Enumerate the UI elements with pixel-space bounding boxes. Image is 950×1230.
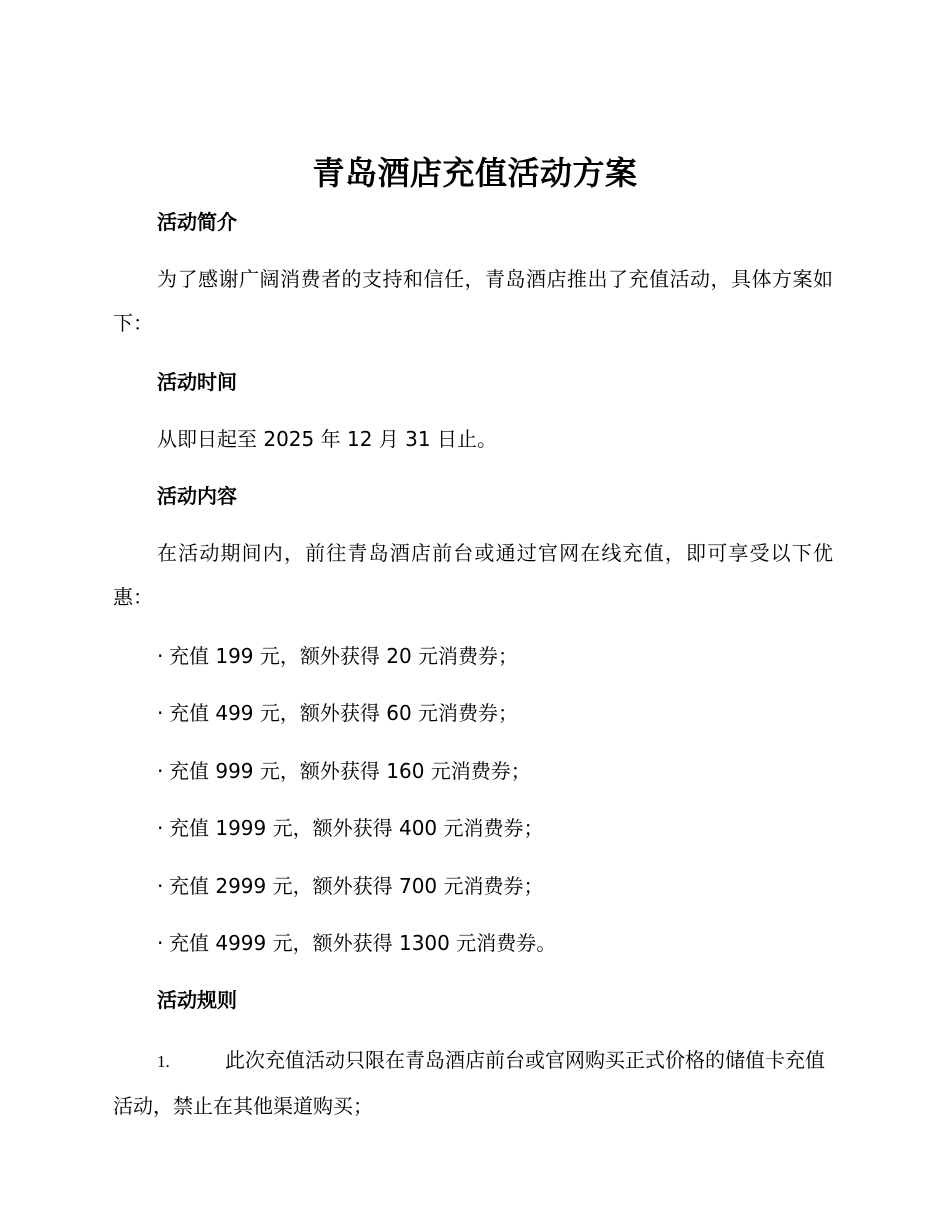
time-paragraph: 从即日起至 2025 年 12 月 31 日止。 [157, 427, 497, 451]
bullet-icon: · [157, 873, 164, 898]
offer-text: 充值 199 元，额外获得 20 元消费券； [169, 644, 519, 668]
content-paragraph: 在活动期间内，前往青岛酒店前台或通过官网在线充值，即可享受以下优惠： [113, 541, 833, 609]
bullet-icon: · [157, 644, 164, 668]
list-item [157, 872, 556, 929]
offer-text: 充值 2999 元，额外获得 700 元消费券； [169, 873, 544, 898]
section-heading-intro: 活动简介 [157, 210, 237, 234]
section-heading-content: 活动内容 [157, 484, 237, 508]
list-item [157, 642, 556, 699]
offer-text: 充值 499 元，额外获得 60 元消费券； [169, 701, 519, 726]
list-item [157, 699, 556, 756]
list-item [157, 814, 556, 871]
offer-text: 充值 1999 元，额外获得 400 元消费券； [169, 816, 544, 841]
intro-paragraph: 为了感谢广阔消费者的支持和信任，青岛酒店推出了充值活动，具体方案如下： [113, 267, 833, 335]
document-title: 青岛酒店充值活动方案 [312, 154, 638, 192]
offer-list [157, 642, 556, 986]
bullet-icon: · [157, 930, 164, 955]
section-heading-rules: 活动规则 [157, 988, 237, 1012]
list-item [157, 757, 556, 814]
rule-number: 1. [157, 1052, 170, 1071]
offer-text: 充值 4999 元，额外获得 1300 元消费券。 [169, 930, 557, 955]
bullet-icon: · [157, 816, 164, 841]
offer-text: 充值 999 元，额外获得 160 元消费券； [169, 758, 531, 783]
rule-text: 此次充值活动只限在青岛酒店前台或官网购买正式价格的储值卡充值活动，禁止在其他渠道购买； [113, 1048, 825, 1118]
list-item [157, 929, 556, 986]
section-heading-time: 活动时间 [157, 370, 237, 394]
bullet-icon: · [157, 701, 164, 726]
rule-item [113, 1038, 833, 1128]
bullet-icon: · [157, 758, 164, 783]
